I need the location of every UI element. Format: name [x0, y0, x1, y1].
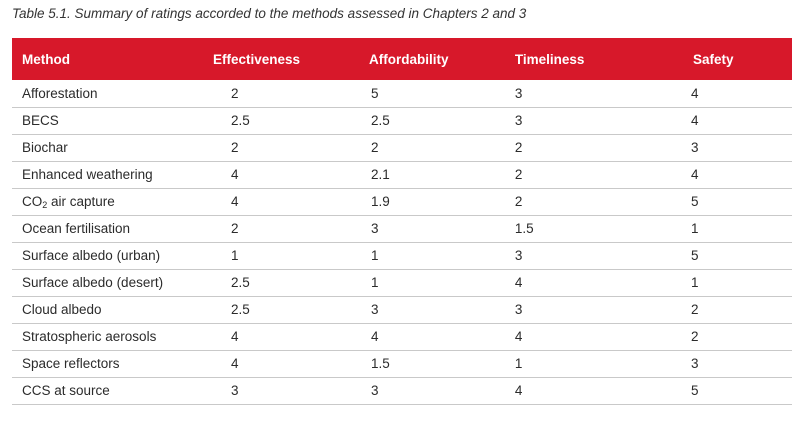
cell-timeliness: 1	[514, 356, 523, 371]
cell-affordability: 3	[370, 383, 379, 398]
cell-effectiveness: 2	[230, 140, 239, 155]
cell-method: BECS	[22, 113, 59, 128]
cell-safety: 3	[690, 356, 699, 371]
cell-effectiveness: 2.5	[230, 113, 250, 128]
cell-timeliness: 2	[514, 194, 523, 209]
cell-method: CCS at source	[22, 383, 110, 398]
cell-affordability: 1	[370, 275, 379, 290]
table-row	[12, 134, 792, 161]
table-row	[12, 269, 792, 296]
cell-effectiveness: 1	[230, 248, 239, 263]
cell-safety: 1	[690, 275, 699, 290]
cell-safety: 4	[690, 113, 699, 128]
cell-timeliness: 4	[514, 383, 523, 398]
cell-timeliness: 3	[514, 302, 523, 317]
cell-timeliness: 3	[514, 113, 523, 128]
cell-timeliness: 3	[514, 85, 523, 101]
cell-safety: 4	[690, 85, 699, 101]
header-safety: Safety	[692, 51, 734, 67]
cell-safety: 5	[690, 194, 699, 209]
cell-affordability: 3	[370, 302, 379, 317]
cell-safety: 2	[690, 329, 699, 344]
cell-affordability: 2.1	[370, 167, 390, 182]
cell-affordability: 4	[370, 329, 379, 344]
cell-method: Surface albedo (desert)	[22, 275, 164, 290]
cell-method: Enhanced weathering	[22, 167, 153, 182]
table-row	[12, 296, 792, 323]
header-affordability: Affordability	[368, 51, 449, 67]
cell-effectiveness: 2.5	[230, 275, 250, 290]
cell-affordability: 2	[370, 140, 379, 155]
table-caption: Table 5.1. Summary of ratings accorded to the methods assessed in Chapters 2 and 3	[12, 6, 527, 21]
cell-affordability: 5	[370, 85, 379, 101]
cell-affordability: 1.5	[370, 356, 390, 371]
cell-safety: 5	[690, 248, 699, 263]
cell-method: Ocean fertilisation	[22, 221, 131, 236]
cell-effectiveness: 4	[230, 356, 239, 371]
table-row	[12, 161, 792, 188]
cell-timeliness: 3	[514, 248, 523, 263]
table-row	[12, 215, 792, 242]
table-body	[12, 80, 792, 404]
cell-safety: 3	[690, 140, 699, 155]
cell-method-subscript: 2	[42, 199, 48, 210]
table-row	[12, 350, 792, 377]
cell-method	[12, 188, 201, 215]
cell-affordability: 1.9	[370, 194, 390, 209]
cell-method: Surface albedo (urban)	[22, 248, 161, 263]
table-header	[12, 38, 792, 80]
table-row	[12, 188, 792, 215]
cell-method: Stratospheric aerosols	[22, 329, 157, 344]
cell-timeliness: 2	[514, 167, 523, 182]
cell-effectiveness: 4	[230, 167, 239, 182]
cell-effectiveness: 4	[230, 194, 239, 209]
cell-method: Biochar	[22, 140, 68, 155]
cell-timeliness: 2	[514, 140, 523, 155]
table-row	[12, 377, 792, 404]
cell-safety: 5	[690, 383, 699, 398]
table-row	[12, 242, 792, 269]
cell-affordability: 3	[370, 221, 379, 236]
cell-method: Afforestation	[22, 85, 98, 101]
header-method: Method	[22, 51, 70, 67]
cell-effectiveness: 2.5	[230, 302, 250, 317]
cell-effectiveness: 3	[230, 383, 239, 398]
cell-method: Cloud albedo	[22, 302, 102, 317]
header-row	[12, 38, 792, 80]
table-row	[12, 80, 792, 107]
cell-affordability: 1	[370, 248, 379, 263]
cell-timeliness: 4	[514, 275, 523, 290]
header-timeliness: Timeliness	[514, 51, 585, 67]
cell-affordability: 2.5	[370, 113, 390, 128]
cell-safety: 4	[690, 167, 699, 182]
cell-method: Space reflectors	[22, 356, 120, 371]
cell-effectiveness: 2	[230, 221, 239, 236]
table-row	[12, 323, 792, 350]
cell-effectiveness: 2	[230, 85, 239, 101]
cell-safety: 2	[690, 302, 699, 317]
cell-method-prefix: CO	[22, 193, 43, 209]
table-row	[12, 107, 792, 134]
cell-timeliness: 4	[514, 329, 523, 344]
cell-safety: 1	[690, 221, 699, 236]
header-effectiveness: Effectiveness	[212, 51, 301, 67]
cell-method-suffix: air capture	[47, 193, 115, 209]
cell-timeliness: 1.5	[514, 221, 534, 236]
ratings-table	[12, 38, 792, 405]
cell-effectiveness: 4	[230, 329, 239, 344]
